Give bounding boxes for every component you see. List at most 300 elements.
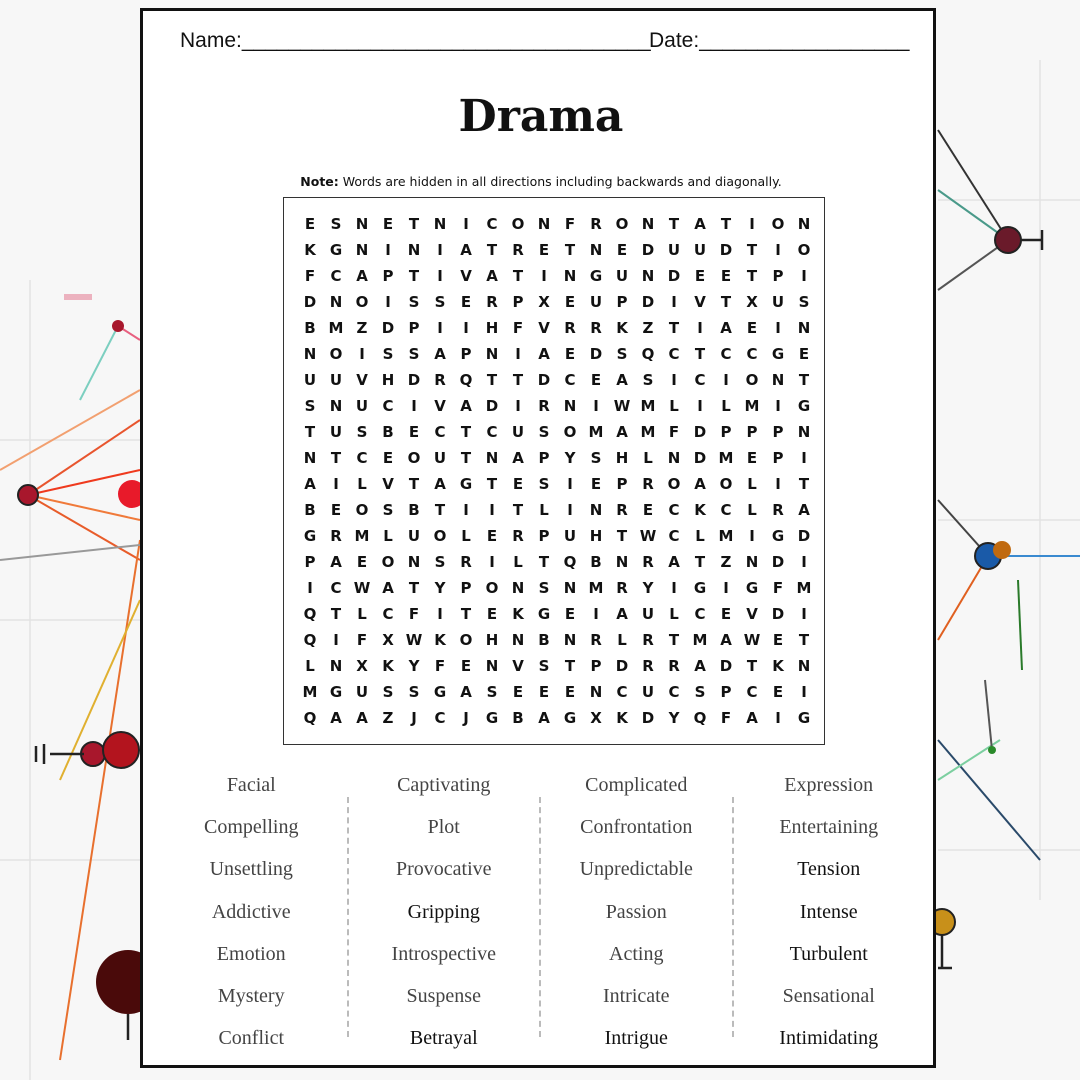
grid-cell: T	[460, 449, 472, 467]
grid-cell: E	[746, 449, 758, 467]
grid-cell: I	[593, 605, 599, 623]
grid-cell: E	[798, 345, 810, 363]
grid-cell: D	[537, 371, 551, 389]
grid-row	[297, 211, 817, 237]
grid-cell: D	[693, 423, 707, 441]
grid-cell: S	[538, 579, 550, 597]
grid-cell: X	[356, 657, 368, 675]
grid-cell: I	[671, 579, 677, 597]
grid-cell: I	[749, 527, 755, 545]
grid-cell: T	[512, 267, 524, 285]
grid-cell: T	[460, 423, 472, 441]
grid-cell: O	[667, 475, 681, 493]
grid-cell: A	[668, 553, 680, 571]
grid-cell: K	[616, 709, 628, 727]
grid-cell: D	[641, 709, 655, 727]
grid-cell: I	[489, 501, 495, 519]
grid-cell: U	[771, 293, 785, 311]
grid-cell: G	[797, 709, 811, 727]
grid-cell: S	[538, 423, 550, 441]
grid-cell: D	[381, 319, 395, 337]
word-list-item: Turbulent	[789, 942, 868, 965]
grid-cell: T	[330, 605, 342, 623]
grid-cell: N	[641, 267, 655, 285]
letter-grid	[283, 197, 825, 745]
grid-cell: H	[381, 371, 395, 389]
word-list-item: Sensational	[782, 984, 875, 1007]
grid-row	[297, 679, 817, 705]
grid-cell: N	[589, 241, 603, 259]
grid-cell: Q	[459, 371, 473, 389]
word-list-item: Unsettling	[209, 858, 293, 881]
grid-cell: S	[304, 397, 316, 415]
grid-cell: N	[303, 449, 317, 467]
grid-cell: F	[720, 709, 732, 727]
grid-cell: D	[615, 657, 629, 675]
grid-cell: E	[538, 683, 550, 701]
grid-row	[297, 289, 817, 315]
grid-cell: I	[359, 345, 365, 363]
grid-cell: V	[382, 475, 394, 493]
grid-cell: M	[302, 683, 318, 701]
grid-cell: R	[590, 319, 602, 337]
grid-cell: Q	[303, 631, 317, 649]
grid-cell: I	[775, 319, 781, 337]
grid-cell: I	[333, 475, 339, 493]
grid-cell: B	[590, 553, 602, 571]
grid-cell: C	[330, 579, 342, 597]
grid-cell: C	[564, 371, 576, 389]
word-list-item: Mystery	[217, 984, 285, 1007]
grid-cell: B	[304, 501, 316, 519]
grid-cell: C	[746, 683, 758, 701]
grid-cell: Y	[564, 449, 576, 467]
grid-cell: N	[563, 397, 577, 415]
grid-cell: X	[590, 709, 602, 727]
grid-cell: V	[434, 397, 446, 415]
grid-cell: T	[668, 319, 680, 337]
grid-cell: I	[801, 553, 807, 571]
grid-cell: Y	[408, 657, 420, 675]
grid-cell: V	[512, 657, 524, 675]
grid-cell: S	[408, 293, 420, 311]
grid-cell: T	[304, 423, 316, 441]
grid-cell: N	[537, 215, 551, 233]
grid-cell: C	[668, 345, 680, 363]
grid-cell: E	[720, 267, 732, 285]
grid-cell: Q	[303, 709, 317, 727]
grid-cell: N	[797, 423, 811, 441]
word-list-item: Captivating	[397, 774, 491, 796]
grid-cell: N	[433, 215, 447, 233]
grid-cell: U	[355, 397, 369, 415]
grid-cell: Q	[641, 345, 655, 363]
grid-cell: P	[538, 527, 550, 545]
grid-cell: M	[796, 579, 812, 597]
note-label: Note:	[300, 174, 339, 189]
grid-cell: O	[433, 527, 447, 545]
grid-cell: T	[486, 475, 498, 493]
grid-cell: F	[564, 215, 576, 233]
grid-cell: B	[538, 631, 550, 649]
word-list-item: Passion	[605, 900, 667, 923]
word-bank	[155, 769, 925, 1059]
grid-cell: H	[485, 319, 499, 337]
grid-cell: I	[671, 371, 677, 389]
grid-cell: G	[459, 475, 473, 493]
grid-cell: S	[642, 371, 654, 389]
grid-cell: A	[616, 605, 628, 623]
word-list-item: Intense	[799, 900, 858, 923]
grid-cell: L	[695, 527, 705, 545]
grid-cell: F	[668, 423, 680, 441]
grid-cell: A	[460, 683, 472, 701]
word-column	[540, 769, 733, 1059]
grid-cell: T	[538, 553, 550, 571]
grid-cell: P	[616, 475, 628, 493]
grid-cell: N	[563, 267, 577, 285]
grid-cell: S	[590, 449, 602, 467]
grid-cell: L	[539, 501, 549, 519]
grid-cell: F	[356, 631, 368, 649]
grid-cell: R	[512, 241, 524, 259]
grid-cell: L	[357, 605, 367, 623]
word-list-item: Compelling	[204, 816, 299, 839]
grid-cell: A	[330, 553, 342, 571]
grid-cell: E	[746, 319, 758, 337]
grid-cell: D	[641, 241, 655, 259]
grid-cell: X	[746, 293, 758, 311]
grid-cell: V	[538, 319, 550, 337]
grid-cell: U	[563, 527, 577, 545]
grid-cell: G	[485, 709, 499, 727]
grid-cell: N	[797, 319, 811, 337]
word-list-item: Facial	[226, 774, 276, 796]
grid-cell: N	[615, 553, 629, 571]
grid-cell: L	[383, 527, 393, 545]
grid-cell: R	[642, 475, 654, 493]
grid-cell: I	[541, 267, 547, 285]
grid-cell: U	[355, 683, 369, 701]
word-list-item: Addictive	[211, 900, 291, 923]
grid-cell: A	[460, 397, 472, 415]
grid-cell: D	[771, 605, 785, 623]
word-list-item: Confrontation	[580, 816, 693, 839]
grid-cell: I	[515, 345, 521, 363]
grid-cell: P	[746, 423, 758, 441]
grid-cell: N	[563, 579, 577, 597]
grid-cell: M	[718, 449, 734, 467]
grid-cell: E	[486, 605, 498, 623]
grid-cell: A	[356, 709, 368, 727]
grid-cell: W	[405, 631, 423, 649]
grid-cell: Z	[356, 319, 368, 337]
grid-cell: V	[694, 293, 706, 311]
grid-cell: H	[589, 527, 603, 545]
grid-cell: M	[640, 397, 656, 415]
grid-cell: G	[329, 683, 343, 701]
grid-cell: Z	[382, 709, 394, 727]
grid-cell: M	[328, 319, 344, 337]
column-divider	[347, 797, 349, 1037]
grid-cell: Q	[563, 553, 577, 571]
grid-cell: E	[330, 501, 342, 519]
grid-cell: N	[797, 657, 811, 675]
grid-cell: M	[718, 527, 734, 545]
word-column	[733, 769, 926, 1059]
grid-cell: B	[408, 501, 420, 519]
grid-cell: A	[538, 345, 550, 363]
grid-cell: E	[590, 371, 602, 389]
grid-cell: Q	[303, 605, 317, 623]
grid-cell: E	[512, 475, 524, 493]
grid-cell: T	[434, 501, 446, 519]
grid-cell: P	[772, 267, 784, 285]
grid-cell: S	[616, 345, 628, 363]
grid-cell: D	[771, 553, 785, 571]
grid-cell: E	[564, 345, 576, 363]
grid-cell: G	[537, 605, 551, 623]
word-list-item: Gripping	[407, 900, 480, 923]
grid-cell: I	[723, 579, 729, 597]
grid-cell: N	[485, 449, 499, 467]
word-list-item: Suspense	[406, 984, 481, 1007]
grid-cell: C	[720, 501, 732, 519]
grid-cell: I	[801, 683, 807, 701]
grid-cell: S	[408, 683, 420, 701]
grid-cell: G	[693, 579, 707, 597]
grid-cell: N	[329, 293, 343, 311]
grid-cell: I	[385, 241, 391, 259]
grid-cell: U	[589, 293, 603, 311]
grid-cell: O	[459, 631, 473, 649]
grid-cell: J	[411, 709, 417, 727]
grid-cell: I	[697, 397, 703, 415]
grid-cell: N	[407, 553, 421, 571]
grid-cell: L	[305, 657, 315, 675]
grid-cell: N	[329, 397, 343, 415]
grid-cell: L	[669, 605, 679, 623]
grid-cell: N	[511, 631, 525, 649]
grid-cell: W	[613, 397, 631, 415]
grid-cell: V	[746, 605, 758, 623]
grid-cell: I	[801, 605, 807, 623]
grid-cell: D	[589, 345, 603, 363]
grid-cell: O	[745, 371, 759, 389]
column-divider	[539, 797, 541, 1037]
grid-cell: I	[775, 241, 781, 259]
grid-cell: G	[329, 241, 343, 259]
grid-cell: A	[746, 709, 758, 727]
grid-cell: B	[304, 319, 316, 337]
grid-row	[297, 367, 817, 393]
grid-cell: E	[460, 657, 472, 675]
grid-cell: T	[694, 553, 706, 571]
grid-cell: U	[407, 527, 421, 545]
grid-cell: I	[515, 397, 521, 415]
grid-cell: R	[538, 397, 550, 415]
grid-cell: I	[775, 709, 781, 727]
grid-cell: A	[434, 345, 446, 363]
grid-cell: G	[563, 709, 577, 727]
grid-cell: R	[564, 319, 576, 337]
grid-cell: R	[668, 657, 680, 675]
grid-cell: R	[642, 553, 654, 571]
grid-cell: R	[642, 631, 654, 649]
grid-cell: I	[801, 267, 807, 285]
grid-cell: L	[617, 631, 627, 649]
grid-row	[297, 601, 817, 627]
grid-cell: I	[463, 215, 469, 233]
grid-cell: P	[460, 579, 472, 597]
word-list-item: Betrayal	[409, 1027, 478, 1050]
grid-cell: T	[720, 215, 732, 233]
grid-cell: I	[697, 319, 703, 337]
grid-cell: Y	[642, 579, 654, 597]
grid-row	[297, 471, 817, 497]
grid-cell: M	[692, 631, 708, 649]
grid-cell: U	[615, 267, 629, 285]
grid-cell: P	[590, 657, 602, 675]
word-column	[348, 769, 541, 1059]
grid-cell: D	[667, 267, 681, 285]
grid-cell: I	[411, 397, 417, 415]
grid-cell: G	[771, 527, 785, 545]
grid-cell: N	[303, 345, 317, 363]
grid-cell: S	[538, 657, 550, 675]
grid-cell: R	[590, 215, 602, 233]
grid-cell: P	[720, 423, 732, 441]
grid-cell: T	[408, 579, 420, 597]
grid-cell: M	[588, 579, 604, 597]
grid-cell: K	[772, 657, 784, 675]
grid-cell: T	[512, 371, 524, 389]
grid-cell: A	[382, 579, 394, 597]
grid-cell: D	[407, 371, 421, 389]
grid-cell: A	[616, 371, 628, 389]
grid-cell: R	[330, 527, 342, 545]
grid-cell: S	[382, 501, 394, 519]
grid-cell: A	[330, 709, 342, 727]
grid-cell: L	[747, 475, 757, 493]
grid-cell: N	[485, 657, 499, 675]
grid-cell: M	[588, 423, 604, 441]
grid-cell: V	[356, 371, 368, 389]
grid-cell: P	[382, 267, 394, 285]
page-title: Drama	[458, 91, 624, 142]
grid-cell: T	[512, 501, 524, 519]
grid-cell: C	[434, 709, 446, 727]
grid-cell: U	[329, 371, 343, 389]
grid-cell: K	[304, 241, 316, 259]
grid-cell: L	[747, 501, 757, 519]
grid-cell: P	[460, 345, 472, 363]
word-list-item: Provocative	[395, 858, 492, 881]
grid-cell: I	[437, 605, 443, 623]
grid-cell: U	[303, 371, 317, 389]
grid-cell: N	[589, 683, 603, 701]
grid-cell: I	[723, 371, 729, 389]
grid-cell: T	[408, 215, 420, 233]
grid-cell: E	[564, 683, 576, 701]
grid-cell: P	[772, 449, 784, 467]
grid-cell: O	[407, 449, 421, 467]
grid-cell: E	[694, 267, 706, 285]
grid-cell: T	[460, 605, 472, 623]
grid-cell: D	[693, 449, 707, 467]
grid-cell: R	[460, 553, 472, 571]
grid-row	[297, 237, 817, 263]
grid-cell: G	[589, 267, 603, 285]
grid-cell: N	[355, 241, 369, 259]
grid-cell: D	[641, 293, 655, 311]
grid-cell: U	[641, 683, 655, 701]
grid-cell: A	[694, 215, 706, 233]
letter-grid-rows	[297, 211, 817, 731]
grid-cell: C	[330, 267, 342, 285]
grid-row	[297, 393, 817, 419]
grid-cell: C	[382, 605, 394, 623]
grid-cell: A	[720, 319, 732, 337]
grid-cell: S	[538, 475, 550, 493]
name-field: Name:___________________________________	[180, 29, 651, 52]
grid-cell: I	[437, 319, 443, 337]
grid-cell: I	[463, 501, 469, 519]
grid-cell: I	[775, 397, 781, 415]
grid-cell: M	[744, 397, 760, 415]
grid-cell: T	[616, 527, 628, 545]
grid-row	[297, 341, 817, 367]
grid-cell: S	[434, 553, 446, 571]
grid-cell: T	[668, 215, 680, 233]
grid-cell: I	[801, 449, 807, 467]
word-list-item: Unpredictable	[579, 858, 693, 881]
grid-cell: O	[719, 475, 733, 493]
grid-cell: E	[304, 215, 316, 233]
grid-cell: Q	[693, 709, 707, 727]
grid-cell: R	[616, 579, 628, 597]
grid-cell: E	[512, 683, 524, 701]
grid-cell: I	[567, 475, 573, 493]
word-list-item: Intimidating	[779, 1027, 879, 1050]
grid-cell: T	[746, 657, 758, 675]
grid-row	[297, 445, 817, 471]
grid-cell: E	[460, 293, 472, 311]
grid-cell: N	[641, 215, 655, 233]
grid-cell: W	[743, 631, 761, 649]
grid-cell: R	[434, 371, 446, 389]
grid-cell: E	[772, 631, 784, 649]
grid-cell: F	[772, 579, 784, 597]
grid-cell: N	[667, 449, 681, 467]
grid-cell: F	[408, 605, 420, 623]
grid-cell: E	[590, 475, 602, 493]
grid-cell: A	[460, 241, 472, 259]
note-text: Words are hidden in all directions including backwards and diagonally.	[338, 174, 782, 189]
grid-cell: O	[329, 345, 343, 363]
grid-cell: A	[720, 631, 732, 649]
column-divider	[732, 797, 734, 1037]
grid-cell: F	[434, 657, 446, 675]
grid-cell: A	[694, 475, 706, 493]
grid-cell: T	[746, 241, 758, 259]
grid-cell: C	[434, 423, 446, 441]
grid-cell: A	[304, 475, 316, 493]
grid-cell: B	[382, 423, 394, 441]
grid-cell: I	[385, 293, 391, 311]
grid-cell: L	[461, 527, 471, 545]
grid-cell: O	[355, 293, 369, 311]
